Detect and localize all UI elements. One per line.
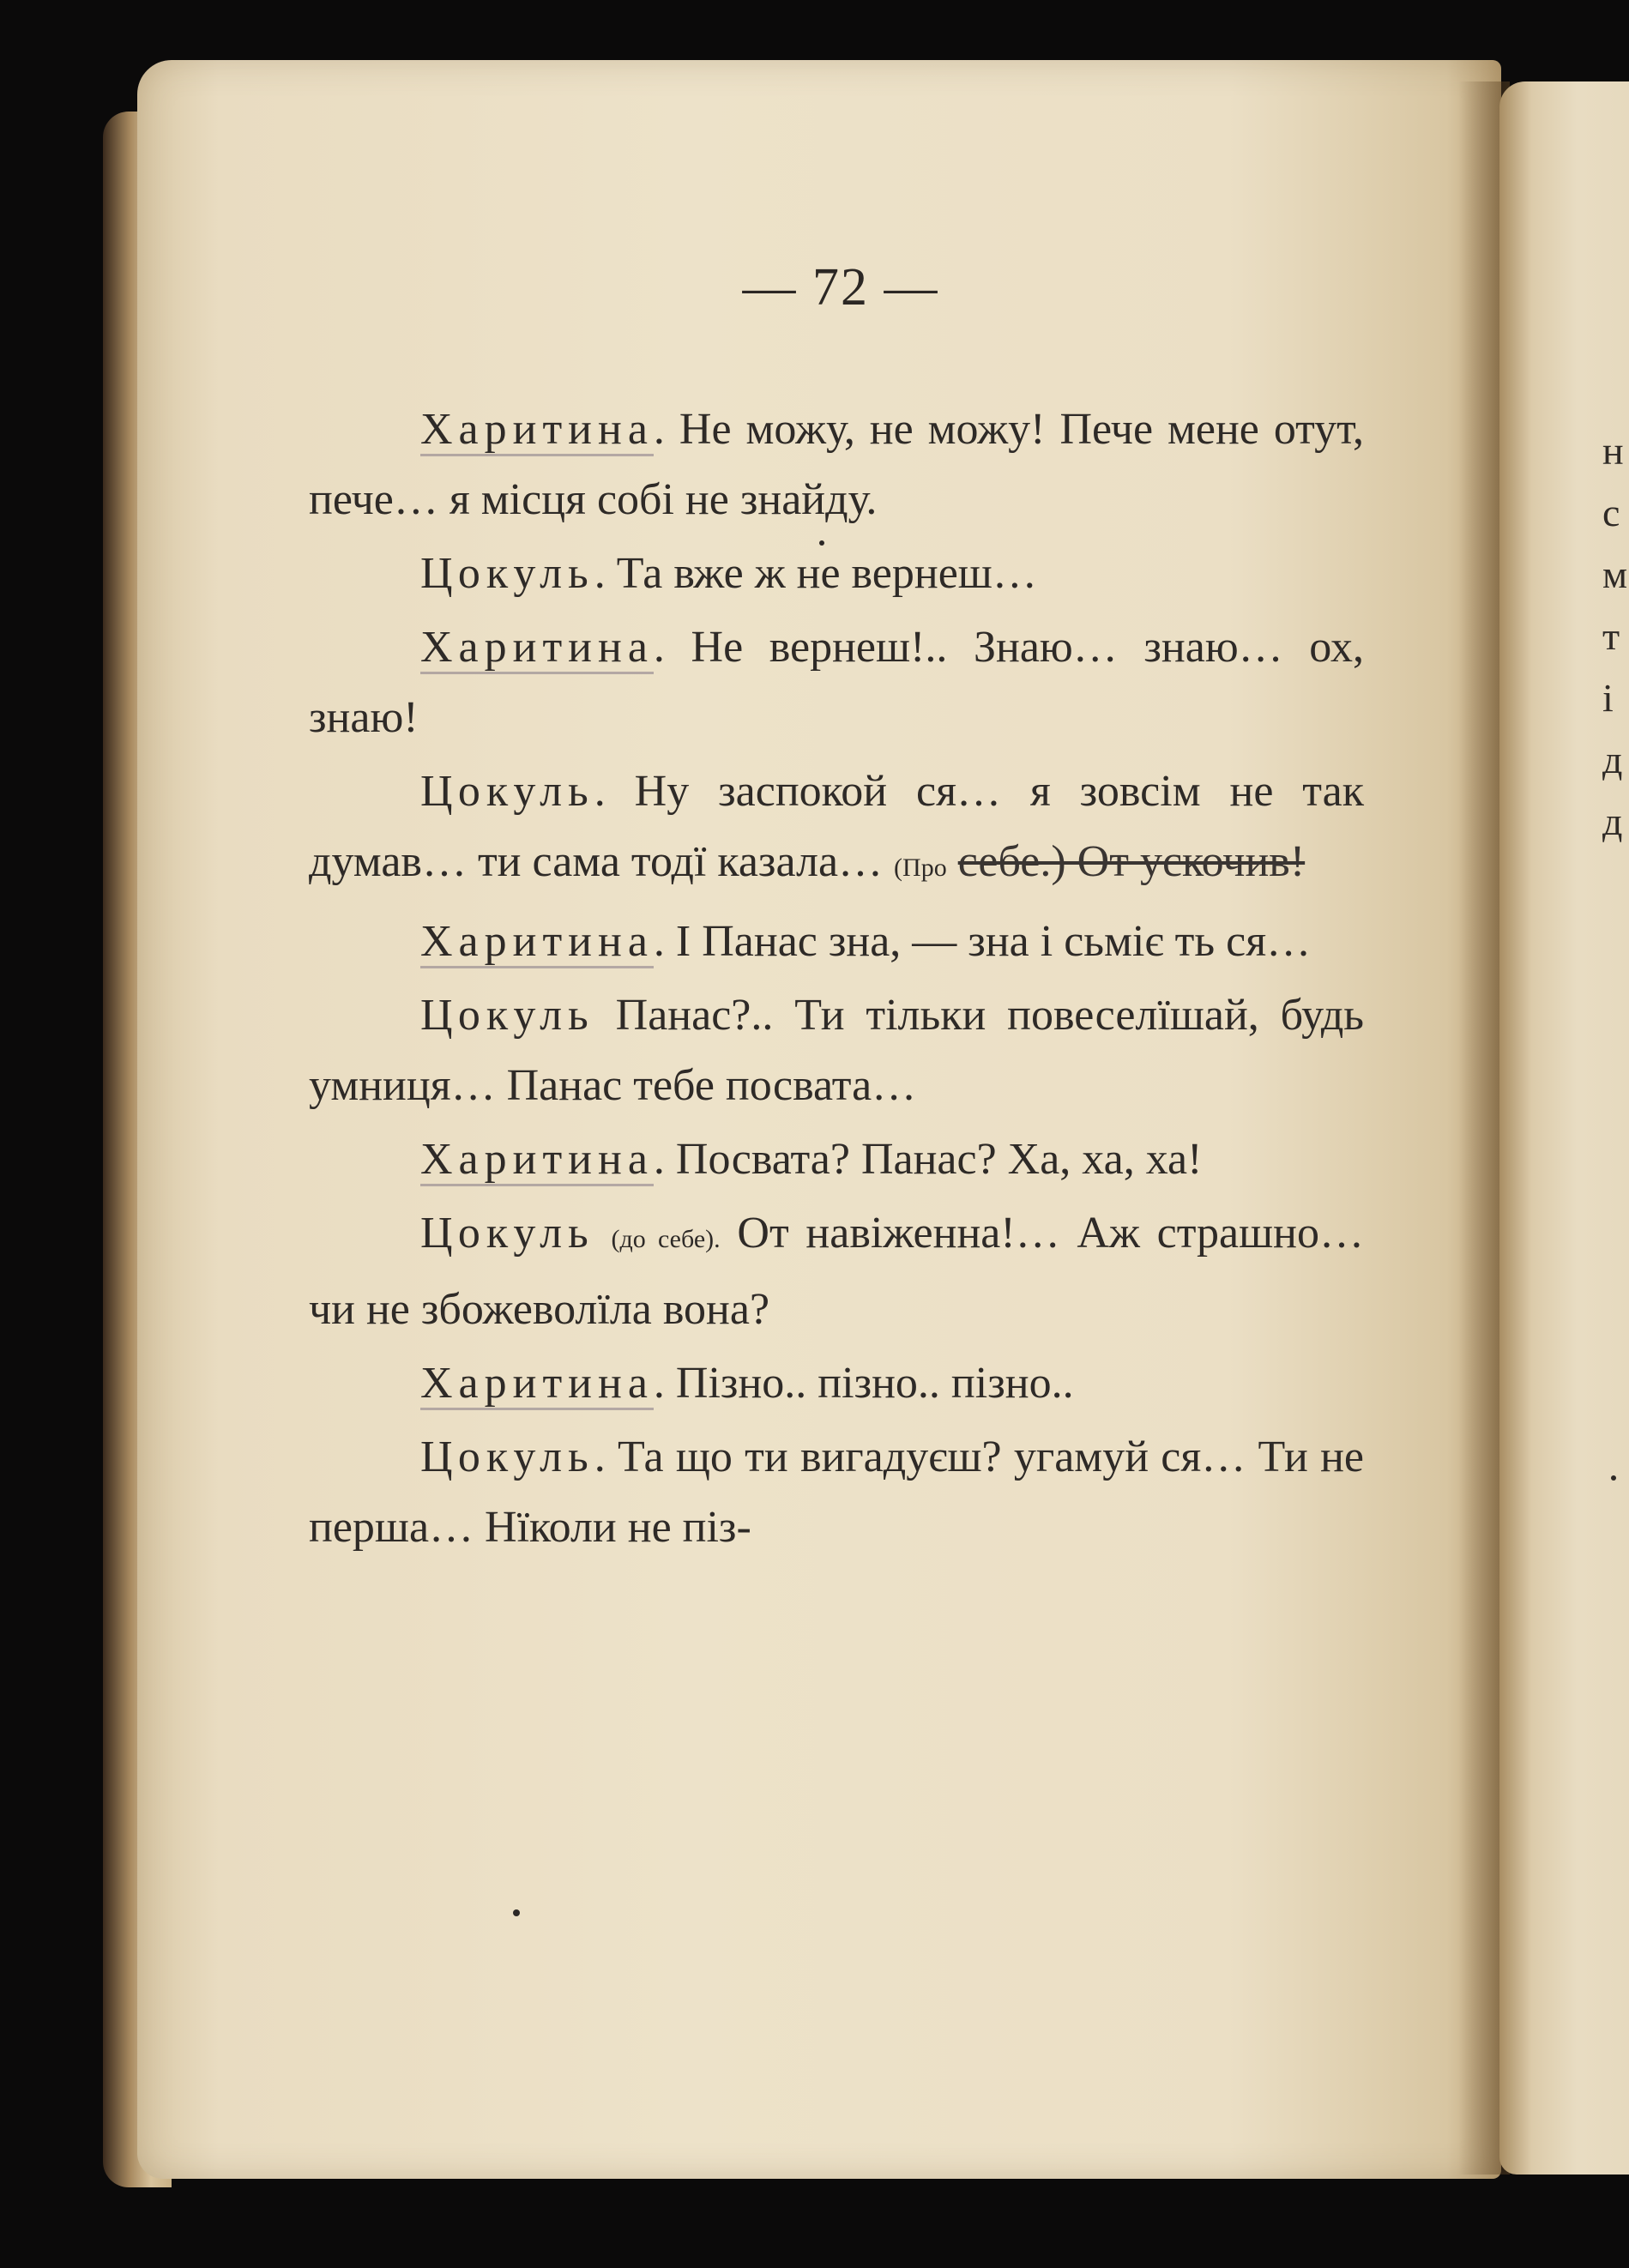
dialogue-line xyxy=(309,1125,1364,1195)
stage-direction: (Про xyxy=(894,854,947,882)
speaker-name: Харитина xyxy=(420,917,654,968)
ink-speck xyxy=(513,1909,520,1916)
stage-direction: (до себе). xyxy=(611,1225,721,1253)
right-fragment: т xyxy=(1602,614,1620,658)
dialogue-line xyxy=(309,1422,1364,1563)
right-fragment: д xyxy=(1602,799,1623,843)
right-fragment: с xyxy=(1602,491,1620,534)
line-text: І Панас зна, — зна і сьміє ть ся… xyxy=(675,917,1312,966)
line-text: Та що ти вигадуєш? угамуй ся… Ти не перша… Нїколи не піз- xyxy=(309,1433,1364,1552)
dialogue-text xyxy=(309,395,1364,1566)
dialogue-line xyxy=(309,980,1364,1121)
speaker-name: Цокуль xyxy=(420,549,594,598)
speaker-punct: . xyxy=(653,917,665,966)
line-text: От навіженна!… Аж страшно… чи не збожеволїла вона? xyxy=(309,1209,1365,1334)
right-page-text-fragments xyxy=(1602,420,1629,853)
page-number: — 72 — xyxy=(742,258,939,317)
dialogue-line xyxy=(309,1198,1364,1345)
line-text: Ну заспокой ся… я зовсім не так думав… ти сама тодї казала… xyxy=(309,767,1364,886)
dialogue-line xyxy=(309,395,1364,535)
speaker-punct: . xyxy=(594,549,606,598)
speaker-punct: . xyxy=(653,623,665,672)
speaker-name: Цокуль xyxy=(420,767,594,816)
speaker-punct: . xyxy=(653,405,665,454)
ink-speck xyxy=(819,540,824,546)
right-fragment: і xyxy=(1602,676,1614,720)
speaker-punct: . xyxy=(594,1433,606,1481)
line-text: Не вернеш!.. Знаю… знаю… ох, знаю! xyxy=(309,623,1364,742)
speaker-punct: . xyxy=(653,1135,665,1184)
speaker-name: Харитина xyxy=(420,405,654,456)
line-text: Панас?.. Ти тільки повеселїшай, будь умниця… Панас тебе посвата… xyxy=(309,991,1365,1110)
line-text: Посвата? Панас? Ха, ха, ха! xyxy=(675,1135,1203,1184)
speaker-punct: . xyxy=(653,1359,665,1408)
speaker-name: Харитина xyxy=(420,1359,654,1410)
speaker-name: Харитина xyxy=(420,623,654,674)
struck-handwritten-text: себе.) От ускочив! xyxy=(957,837,1306,886)
dialogue-line xyxy=(309,539,1364,609)
dialogue-line xyxy=(309,757,1364,903)
speaker-name: Цокуль xyxy=(420,1209,594,1258)
right-fragment: м xyxy=(1602,552,1628,596)
speaker-name: Харитина xyxy=(420,1135,654,1186)
speaker-punct: . xyxy=(594,767,606,816)
dialogue-line xyxy=(309,907,1364,977)
line-text: Та вже ж не вернеш… xyxy=(616,549,1037,598)
right-fragment: д xyxy=(1602,738,1623,781)
line-text: Пізно.. пізно.. пізно.. xyxy=(675,1359,1074,1408)
speaker-name: Цокуль xyxy=(420,1433,594,1481)
ink-speck xyxy=(1611,1475,1616,1481)
speaker-name: Цокуль xyxy=(420,991,594,1040)
right-page xyxy=(1499,81,1629,2175)
right-fragment: н xyxy=(1602,429,1624,473)
dialogue-line xyxy=(309,1348,1364,1419)
line-text: Не можу, не можу! Пече мене отут, пече… я місця собі не знайду. xyxy=(309,405,1364,524)
dialogue-line xyxy=(309,612,1364,753)
